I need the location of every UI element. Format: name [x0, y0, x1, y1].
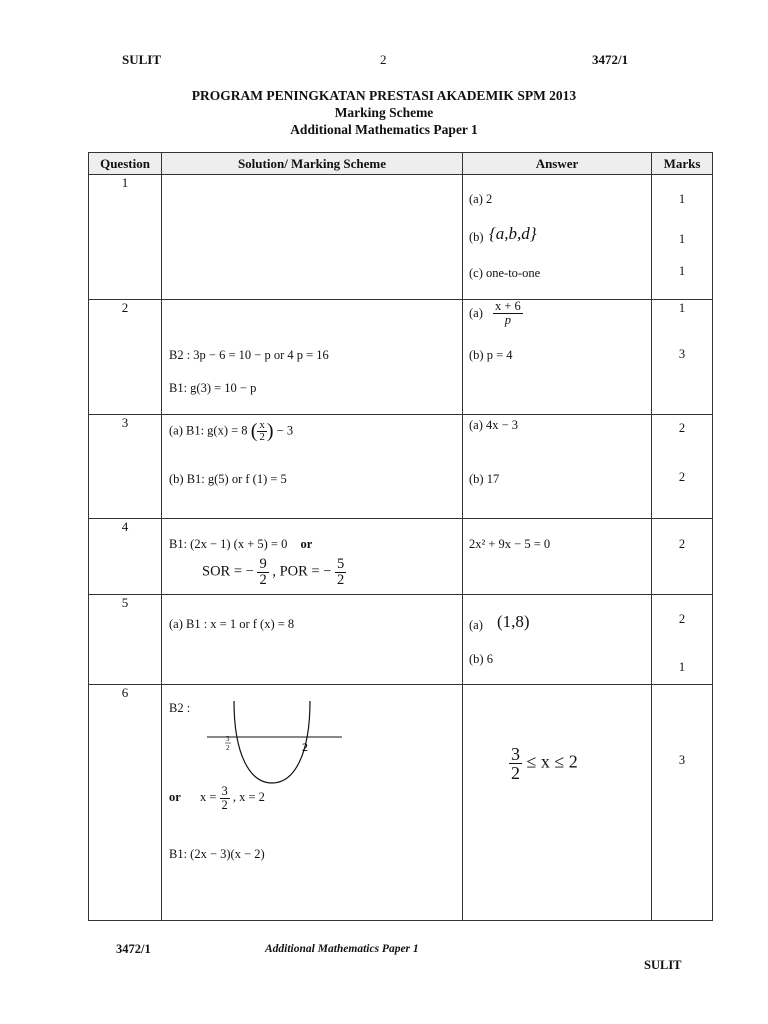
table-row — [89, 415, 713, 519]
question-number: 3 — [121, 415, 129, 430]
solution-a: (a) B1: g(x) = 8 ( $\frac{x}{2}$ ) − 3 — [169, 419, 294, 443]
x-label: x = — [199, 789, 217, 804]
question-number: 2 — [121, 300, 129, 315]
fraction-numerator: 3 — [221, 784, 228, 798]
solution-a-prefix: (a) B1: g(x) = 8 — [169, 423, 248, 438]
answer-b-set: {a,b,d} — [489, 224, 537, 243]
col-answer: Answer — [463, 153, 652, 175]
or-line — [169, 785, 265, 811]
answer-a-point: (1,8) — [497, 612, 530, 631]
question-number: 5 — [121, 595, 129, 610]
table-row — [89, 595, 713, 685]
fraction-denominator: 2 — [511, 763, 520, 783]
answer-a: (a) 2 — [469, 192, 493, 206]
answer-b: (b) 6 — [469, 652, 493, 666]
fraction-denominator: p — [504, 312, 512, 327]
mark: 3 — [678, 347, 686, 361]
answer-c: (c) one-to-one — [469, 266, 541, 280]
left-root-num: 3 — [226, 735, 230, 743]
fraction-numerator: 3 — [511, 744, 520, 764]
table-row — [89, 685, 713, 921]
table-row — [89, 175, 713, 300]
solution-b1 — [169, 537, 312, 552]
footer-center: Additional Mathematics Paper 1 — [265, 943, 419, 955]
sor-label: SOR = − — [202, 563, 254, 580]
mark: 2 — [678, 421, 686, 435]
fraction-numerator: x — [259, 419, 265, 431]
right-root-label: 2 — [302, 740, 308, 754]
question-number: 1 — [121, 175, 129, 190]
inequality-rest: ≤ x ≤ 2 — [526, 751, 578, 772]
footer-left: 3472/1 — [116, 942, 151, 956]
mark: 3 — [678, 753, 686, 767]
fraction-denominator: 2 — [259, 571, 267, 588]
solution-b1: B1: (2x − 3)(x − 2) — [169, 847, 265, 861]
or-text: or — [169, 789, 181, 804]
title-line-1: PROGRAM PENINGKATAN PRESTASI AKADEMIK SPM 2013 — [191, 88, 577, 103]
answer-b: (b) p = 4 — [469, 348, 513, 362]
marking-scheme-table — [88, 152, 713, 921]
solution-a-suffix: − 3 — [276, 423, 294, 438]
answer-a-label: (a) — [469, 306, 483, 320]
answer-a: (a) 4x − 3 — [469, 418, 519, 432]
question-number: 4 — [121, 519, 129, 534]
mark: 2 — [678, 537, 686, 551]
fraction-denominator: 2 — [221, 797, 228, 812]
question-number: 6 — [121, 685, 129, 700]
mark: 1 — [678, 301, 686, 315]
col-question: Question — [89, 153, 162, 175]
mark: 1 — [678, 660, 686, 674]
solution-b2: B2 : 3p − 6 = 10 − p or 4 p = 16 — [169, 348, 329, 362]
mark: 1 — [678, 264, 686, 278]
sor-por-line — [202, 557, 346, 587]
answer-a-label: (a) — [469, 618, 483, 632]
answer: 2x² + 9x − 5 = 0 — [469, 537, 551, 551]
answer-a-fraction — [493, 300, 523, 326]
document-title — [0, 87, 768, 138]
left-root-den: 2 — [226, 744, 230, 752]
title-line-3: Additional Mathematics Paper 1 — [290, 122, 478, 137]
mark: 1 — [678, 232, 686, 246]
answer-b: (b) 17 — [469, 472, 500, 486]
title-line-2: Marking Scheme — [334, 105, 434, 120]
page-number: 2 — [380, 52, 387, 67]
solution-a: (a) B1 : x = 1 or f (x) = 8 — [169, 617, 295, 631]
por-label: , POR = − — [272, 563, 332, 580]
parabola-curve — [234, 701, 310, 783]
col-solution: Solution/ Marking Scheme — [162, 153, 463, 175]
mark: 2 — [678, 470, 686, 484]
table-row — [89, 300, 713, 415]
solution-b1: B1: g(3) = 10 − p — [169, 381, 257, 395]
solution-b: (b) B1: g(5) or f (1) = 5 — [169, 472, 287, 486]
x-rest: , x = 2 — [232, 789, 265, 804]
fraction-denominator: 2 — [259, 431, 265, 443]
table-row — [89, 519, 713, 595]
fraction-numerator: 5 — [337, 556, 345, 572]
mark: 1 — [678, 192, 686, 206]
solution-b1-text: B1: (2x − 1) (x + 5) = 0 — [169, 537, 288, 551]
header-right: 3472/1 — [592, 52, 629, 67]
solution-b2: B2 : — [169, 701, 191, 715]
footer-right: SULIT — [644, 958, 682, 972]
mark: 2 — [678, 612, 686, 626]
header-left: SULIT — [122, 52, 162, 67]
inequality-answer — [509, 745, 578, 782]
fraction-numerator: 9 — [259, 556, 267, 572]
table-header-row — [89, 153, 713, 175]
fraction-denominator: 2 — [337, 571, 345, 588]
col-marks: Marks — [652, 153, 713, 175]
fraction-numerator: x + 6 — [495, 299, 521, 313]
or-text: or — [300, 537, 313, 551]
parabola-graph — [192, 695, 392, 795]
answer-b-label: (b) — [469, 230, 484, 244]
